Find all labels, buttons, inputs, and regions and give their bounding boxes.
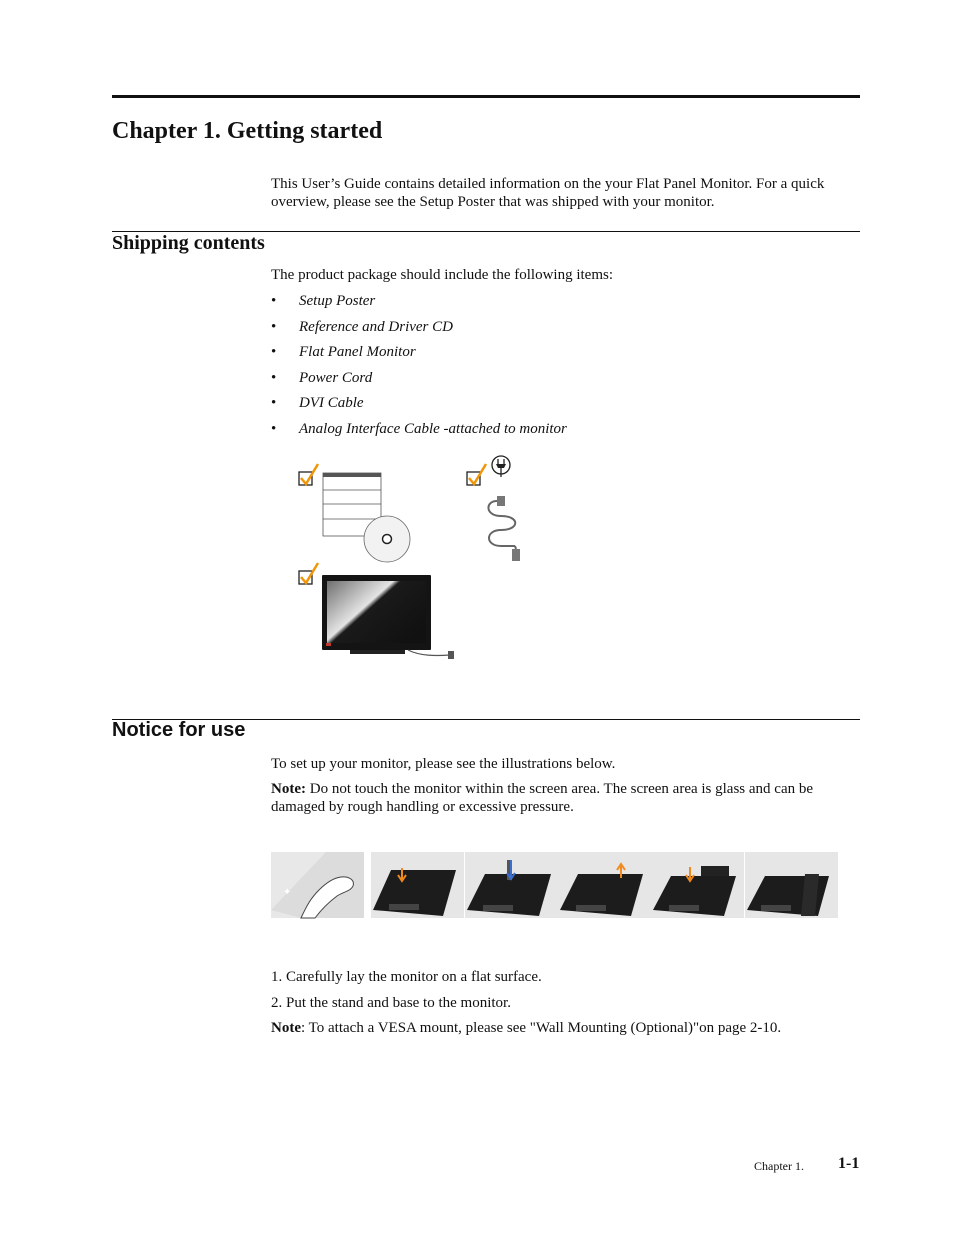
panel-attach-stand (465, 852, 558, 918)
shipping-lead: The product package should include the following items: (271, 267, 613, 283)
note-label: Note: (271, 781, 306, 797)
notice-note (271, 780, 861, 816)
footer-chapter-label: Chapter 1. (754, 1159, 804, 1173)
list-item: • Flat Panel Monitor (271, 344, 416, 360)
list-item: • DVI Cable (271, 395, 364, 411)
shipping-items-list (271, 292, 567, 445)
list-item: • Analog Interface Cable -attached to monitor (271, 420, 567, 437)
note-text: Do not touch the monitor within the screen area. The screen area is glass and can be damaged by rough handling or excessive pressure. (271, 781, 814, 815)
note-text: : To attach a VESA mount, please see "Wall Mounting (Optional)"on page 2-10. (301, 1020, 782, 1036)
step-1: 1. Carefully lay the monitor on a flat surface. (271, 969, 542, 985)
notice-lead: To set up your monitor, please see the illustrations below. (271, 756, 616, 772)
panel-insert-base (558, 852, 651, 918)
power-cord-icon (488, 496, 520, 561)
panel-finished (745, 852, 838, 918)
shipping-heading: Shipping contents (112, 232, 265, 254)
footer-page-number: 1-1 (838, 1155, 860, 1172)
chapter-intro: This User’s Guide contains detailed information on the your Flat Panel Monitor. For a quick overview, please see the Setup Poster that was shipped with your monitor. (271, 176, 825, 210)
chapter-title: Chapter 1. Getting started (112, 118, 383, 144)
list-item: • Power Cord (271, 369, 373, 386)
step-2: 2. Put the stand and base to the monitor. (271, 995, 511, 1011)
panel-clean-screen (271, 852, 364, 918)
svg-text:✦: ✦ (283, 887, 292, 898)
cd-icon (364, 516, 410, 562)
list-item: • Reference and Driver CD (271, 318, 453, 335)
checkbox-monitor-icon (299, 563, 318, 584)
checkbox-poster-icon (299, 464, 318, 485)
shipping-contents-illustration (290, 450, 540, 665)
note-label: Note (271, 1020, 301, 1036)
panel-secure-base (651, 852, 744, 918)
setup-steps-illustration (271, 850, 838, 920)
plug-symbol-icon (492, 456, 510, 477)
panel-lay-monitor (371, 852, 464, 918)
notice-heading: Notice for use (112, 719, 246, 741)
list-item: • Setup Poster (271, 293, 376, 309)
flat-panel-monitor-icon (322, 575, 454, 659)
vesa-note (271, 1019, 861, 1037)
checkbox-cord-icon (467, 464, 486, 485)
chapter-top-rule (112, 95, 860, 98)
